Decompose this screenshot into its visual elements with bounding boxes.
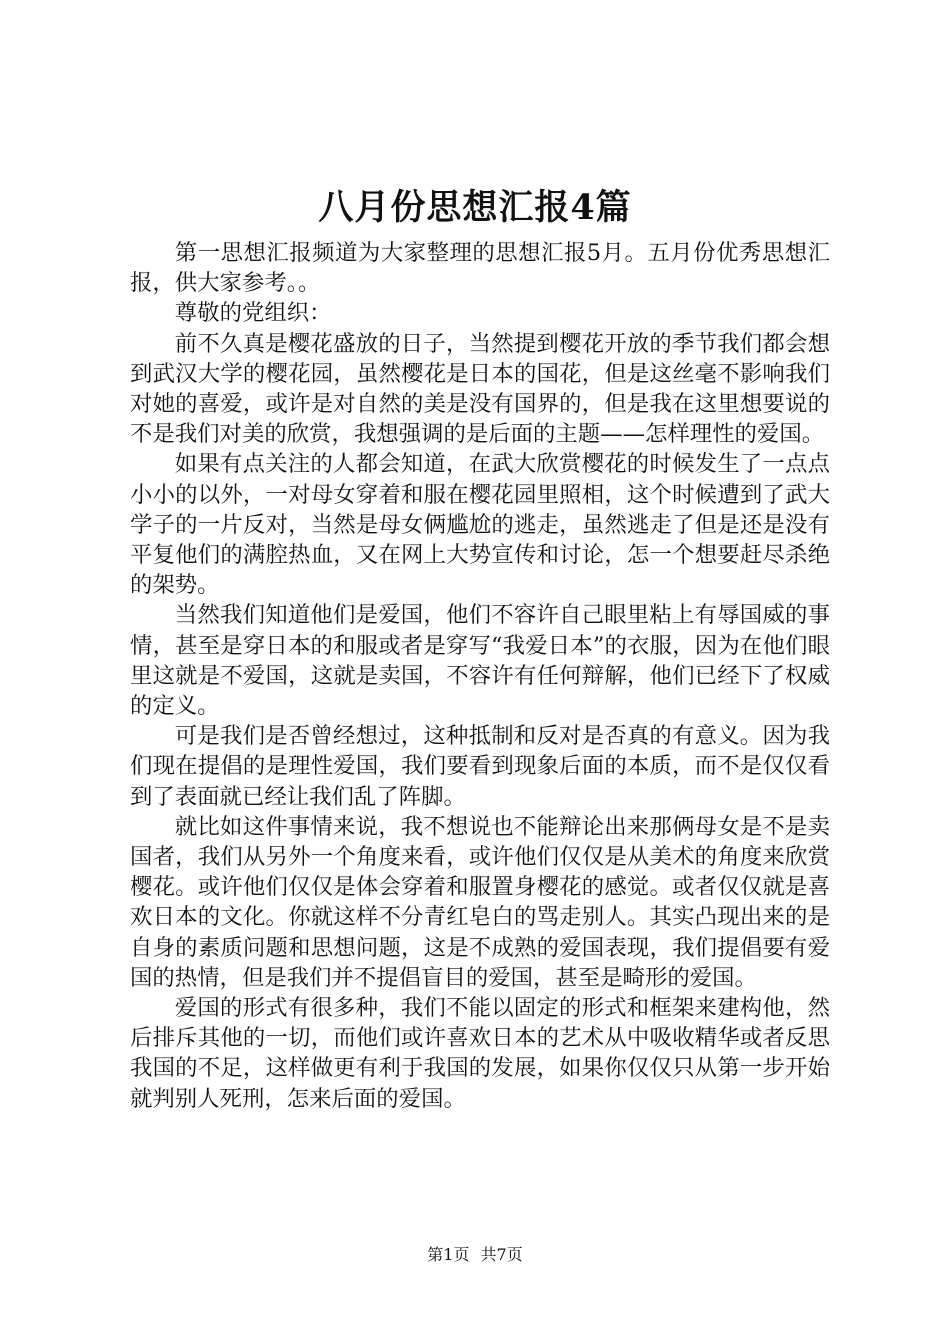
page-number: 第1页: [427, 1245, 470, 1264]
paragraph: 就比如这件事情来说，我不想说也不能辩论出来那俩母女是不是卖国者，我们从另外一个角度来看，或许他们仅仅是从美术的角度来欣赏樱花。或许他们仅仅是体会穿着和服置身樱花的感觉。或者仅仅就是喜欢日本的文化。你就这样不分青红皂白的骂走别人。其实凸现出来的是自身的素质问题和思想问题，这是不成熟的爱国表现，我们提倡要有爱国的热情，但是我们并不提倡盲目的爱国，甚至是畸形的爱国。: [130, 813, 830, 991]
paragraph: 爱国的形式有很多种，我们不能以固定的形式和框架来建构他，然后排斥其他的一切，而他们或许喜欢日本的艺术从中吸收精华或者反思我国的不足，这样做更有利于我国的发展，如果你仅仅只从第一步开始就判别人死刑，怎来后面的爱国。: [130, 995, 830, 1112]
document-body: [130, 238, 830, 1114]
paragraph-salutation: 尊敬的党组织：: [174, 300, 332, 327]
page-footer: [0, 1244, 950, 1266]
paragraph-intro: 第一思想汇报频道为大家整理的思想汇报5月。五月份优秀思想汇报，供大家参考。。: [130, 240, 830, 297]
page-total: 共7页: [480, 1245, 523, 1264]
document-title: 八月份思想汇报4篇: [318, 187, 632, 228]
paragraph: 如果有点关注的人都会知道，在武大欣赏樱花的时候发生了一点点小小的以外，一对母女穿着和服在樱花园里照相，这个时候遭到了武大学子的一片反对，当然是母女俩尴尬的逃走，虽然逃走了但是还是没有平复他们的满腔热血，又在网上大势宣传和讨论，怎一个想要赶尽杀绝的架势。: [130, 451, 830, 599]
paragraph: 前不久真是樱花盛放的日子，当然提到樱花开放的季节我们都会想到武汉大学的樱花园，虽然樱花是日本的国花，但是这丝毫不影响我们对她的喜爱，或许是对自然的美是没有国界的，但是我在这里想要说的不是我们对美的欣赏，我想强调的是后面的主题——怎样理性的爱国。: [130, 330, 830, 448]
paragraph: 可是我们是否曾经想过，这种抵制和反对是否真的有意义。因为我们现在提倡的是理性爱国，我们要看到现象后面的本质，而不是仅仅看到了表面就已经让我们乱了阵脚。: [130, 723, 830, 810]
paragraph: 当然我们知道他们是爱国，他们不容许自己眼里粘上有辱国威的事情，甚至是穿日本的和服或者是穿写“我爱日本”的衣服，因为在他们眼里这就是不爱国，这就是卖国，不容许有任何辩解，他们已经下了权威的定义。: [130, 602, 830, 720]
